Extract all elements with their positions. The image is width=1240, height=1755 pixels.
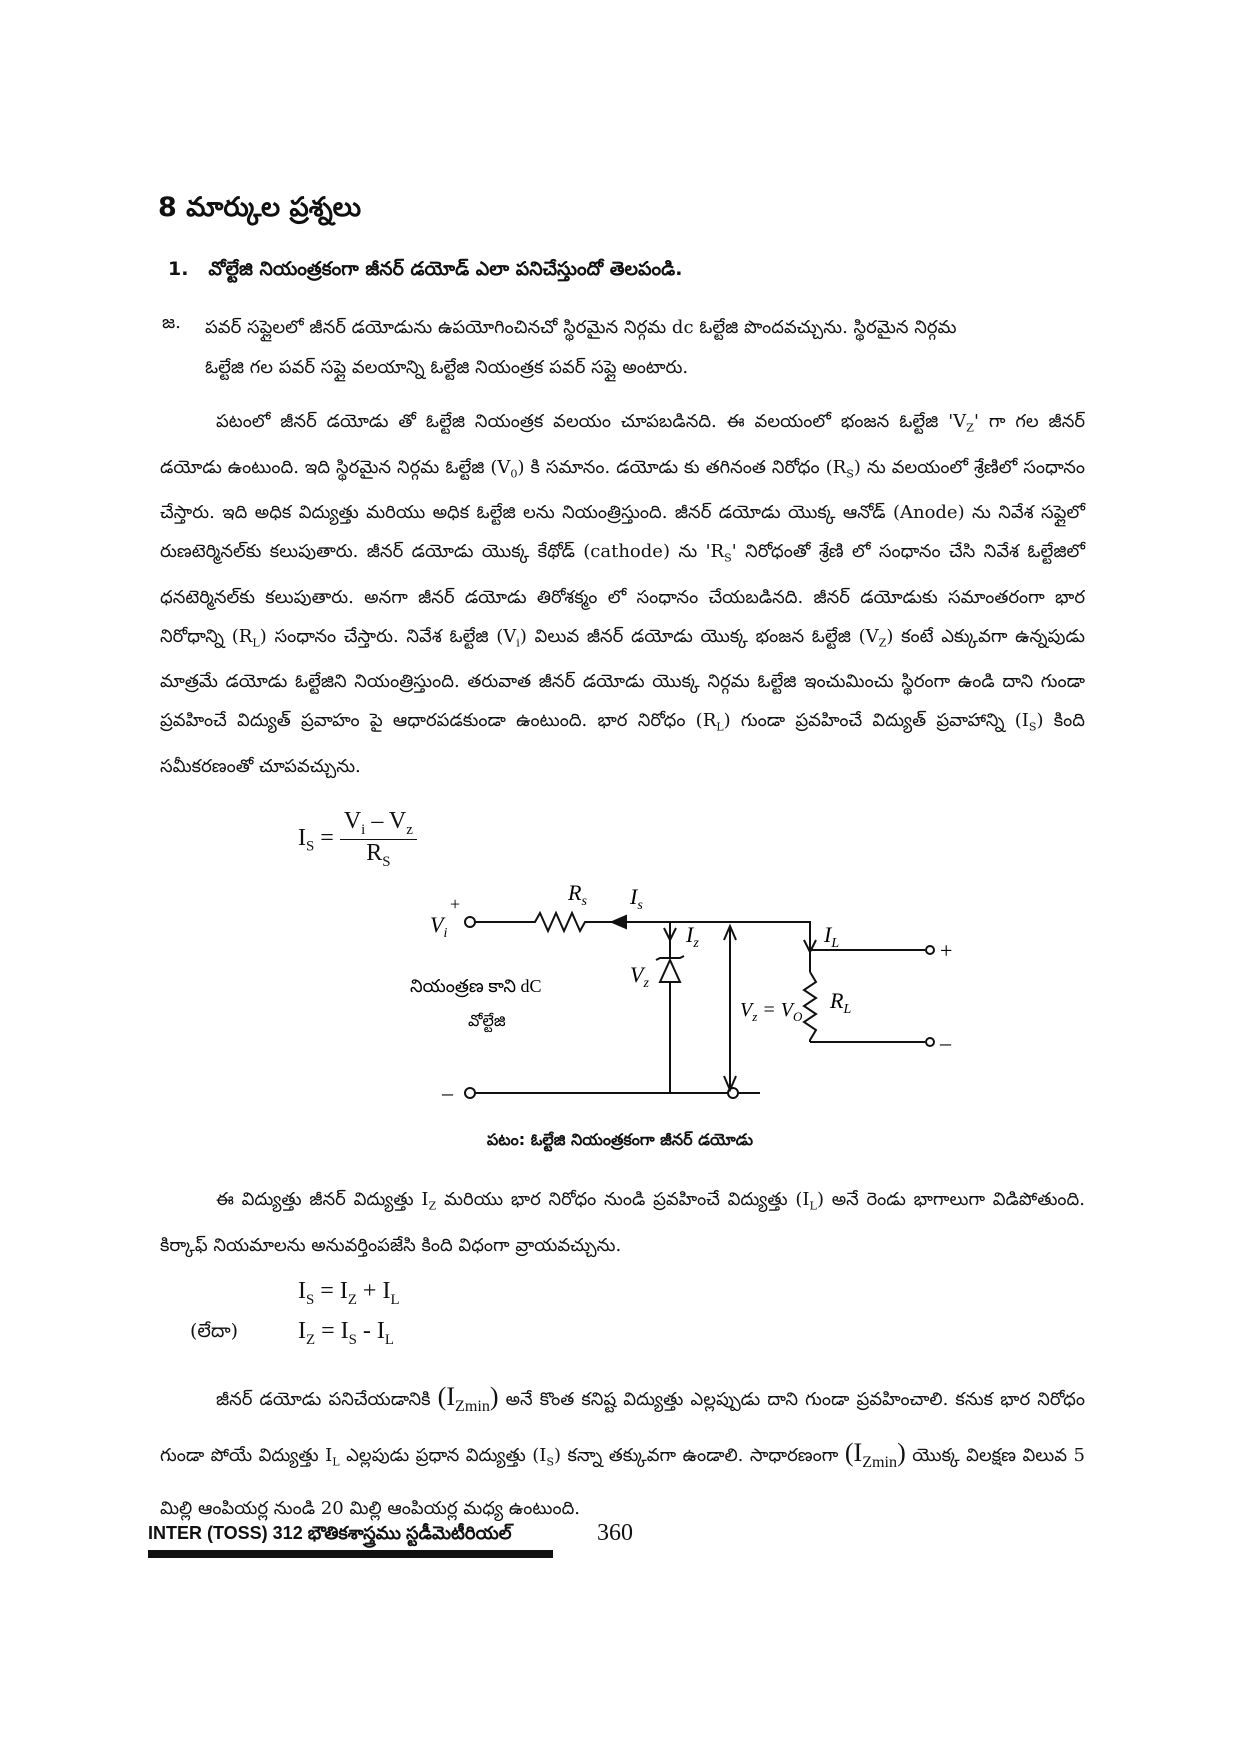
input-minus-terminal <box>465 1088 475 1098</box>
para3-sub: L <box>332 1455 340 1469</box>
section-heading: 8 మార్కుల ప్రశ్నలు <box>158 192 362 223</box>
question-text: వోల్టేజి నియంత్రకంగా జీనర్ డయోడ్ ఎలా పనిచేస్తుందో తెలపండి. <box>208 258 683 280</box>
question <box>168 258 682 285</box>
para1-sub: Z <box>966 421 974 435</box>
formula-lhs: I <box>298 824 306 851</box>
f2-b-sub: Z <box>347 1291 357 1308</box>
page-number: 360 <box>597 1520 633 1546</box>
rl-label: $R_L$ <box>830 988 852 1017</box>
para2-sub: Z <box>428 1199 437 1213</box>
f2-c-sub: L <box>390 1291 400 1308</box>
para1-text: ) సంధానం చేస్తారు. నివేశ ఓల్టేజి (V <box>259 625 517 647</box>
vi-label: $V_i$ <box>430 912 448 941</box>
paragraph-2 <box>160 1180 1085 1265</box>
paragraph-3 <box>160 1374 1085 1532</box>
izmin-symbol: $(I_{Zmin})$ <box>844 1438 906 1472</box>
zener-triangle <box>660 960 680 982</box>
paragraph-1 <box>160 402 1085 786</box>
formula-is-sum <box>298 1278 400 1309</box>
den-sub: S <box>382 853 391 870</box>
question-number: 1. <box>168 258 189 280</box>
para2-sub: L <box>809 1199 817 1213</box>
den: R <box>366 839 383 866</box>
para1-text: ) కింది సమీకరణంతో చూపవచ్చును. <box>160 710 1085 777</box>
fraction-numerator <box>340 808 417 840</box>
output-minus-terminal <box>926 1038 934 1046</box>
para3-text: యొక్క విలక్షణ విలువ 5 మిల్లి ఆంపియర్ల నుండి 20 మిల్లి ఆంపియర్ల మధ్య ఉంటుంది. <box>160 1445 1085 1520</box>
figure-caption: పటం: ఓల్టేజి నియంత్రకంగా జీనర్ డయోడు <box>486 1130 754 1149</box>
f3-c-sub: L <box>384 1331 394 1348</box>
input-plus-sign: + <box>450 894 461 914</box>
para1-sub: S <box>846 467 854 481</box>
para1-text: పటంలో జీనర్ డయోడు తో ఓల్టేజి నియంత్రక వలయం చూపబడినది. ఈ వలయంలో భంజన ఓల్టేజి 'V <box>216 411 967 432</box>
input-minus-sign: – <box>442 1080 453 1105</box>
zener-regulator-circuit <box>380 870 980 1110</box>
f3-eq: = I <box>315 1318 349 1344</box>
load-resistor-rl <box>804 972 816 1042</box>
para1-sub: L <box>252 636 260 650</box>
output-plus-sign: + <box>940 938 953 963</box>
para1-text: ) గుండా ప్రవహించే విద్యుత్ ప్రవాహాన్ని (I <box>723 710 1029 732</box>
input-plus-terminal <box>465 917 475 927</box>
iz-label: $I_z$ <box>686 922 699 951</box>
num-b-sub: z <box>406 821 413 838</box>
unregulated-label-1: నియంత్రణ కాని dC <box>410 976 542 996</box>
f3-minus: - I <box>356 1318 385 1344</box>
output-top-wire <box>810 950 925 972</box>
fraction <box>340 808 417 871</box>
rs-label: $R_s$ <box>568 880 587 909</box>
footer-title: INTER (TOSS) 312 భౌతికశాస్త్రము స్టడీమెటీరియల్ <box>148 1523 512 1543</box>
para1-text: ) కి సమానం. డయోడు కు తగినంత నిరోధం (R <box>517 456 847 478</box>
para1-text: ) ను వలయంలో శ్రేణిలో సంధానం చేస్తారు. ఇది అధిక విద్యుత్తు మరియు అధిక ఓల్టేజి లను నియంత్రిస్తుంది. జీనర్ డయోడు యొక్క ఆనోడ్ (Anode) ను నివేశ సప్లైలో రుణటెర్మినల్‌కు కలుపుతారు. జీనర్ డయోడు యొక్క కేథోడ్ (cathode) ను 'R <box>160 456 1085 563</box>
para2-text: ఈ విద్యుత్తు జీనర్ విద్యుత్తు I <box>216 1189 429 1210</box>
f3-b-sub: S <box>348 1331 357 1348</box>
output-minus-sign: – <box>940 1030 951 1055</box>
para1-sub: 0 <box>510 467 518 481</box>
para1-text: ' నిరోధంతో శ్రేణి లో సంధానం చేసి నివేశ ఓల్టేజిలో ధనటెర్మినల్‌కు కలుపుతారు. అనగా జీనర్ డయోడు తిరోశక్మం లో సంధానం చేయబడినది. జీనర్ డయోడుకు సమాంతరంగా భార నిరోధాన్ని (R <box>160 541 1086 647</box>
answer-line-1: పవర్ సప్లైలలో జీనర్ డయోడును ఉపయోగించినచో స్థిరమైన నిర్గమ dc ఓల్టేజి పొందవచ్చును. స్థిరమైన నిర్గమ <box>205 317 957 338</box>
para1-sub: S <box>1028 720 1037 734</box>
f2-plus: + I <box>356 1278 391 1304</box>
para1-text: ) కంటే ఎక్కువగా ఉన్నపుడు మాత్రమే డయోడు ఓల్టేజిని నియంత్రిస్తుంది. తరువాత జీనర్ డయోడు యొక్క నిర్గమ ఓల్టేజి ఇంచుమించు స్థిరంగా ఉండి దాని గుండా ప్రవహించే విద్యుత్ ప్రవాహం పై ఆధారపడకుండా ఉంటుంది. భార నిరోధం (R <box>160 625 1086 732</box>
formula-is <box>298 808 417 871</box>
answer-text <box>205 308 1085 388</box>
output-plus-terminal <box>926 946 934 954</box>
answer-marker: జ. <box>162 312 181 333</box>
f2-a-sub: S <box>306 1291 315 1308</box>
formula-lhs-sub: S <box>306 838 315 855</box>
para3-text: జీనర్ డయోడు పనిచేయడానికి <box>216 1389 438 1410</box>
izmin-symbol: $(I_{Zmin})$ <box>437 1382 499 1416</box>
para3-sub: S <box>546 1455 555 1469</box>
num-op: – <box>365 808 389 834</box>
f2-eq: = I <box>314 1278 348 1304</box>
para3-text: ఎల్లపుడు ప్రధాన విద్యుత్తు (I <box>339 1445 547 1467</box>
para1-sub: Z <box>878 636 887 650</box>
izmin-sub: Zmin <box>454 1398 490 1416</box>
equals-sign: = <box>320 824 334 851</box>
izmin-sub: Zmin <box>862 1454 898 1472</box>
num-a: V <box>343 808 362 834</box>
para1-sub: L <box>716 720 724 734</box>
para3-text: అనే కొంత కనిష్ట విద్యుత్తు ఎల్లప్పుడు దాని గుండా ప్రవహించాలి. కనుక భార నిరోధం గుండా పోయే విద్యుత్తు I <box>160 1389 1085 1467</box>
or-label: (లేదా) <box>190 1320 239 1342</box>
izmin-i: I <box>446 1382 455 1411</box>
num-b: V <box>388 808 407 834</box>
para2-text: మరియు భార నిరోధం నుండి ప్రవహించే విద్యుత్తు (I <box>436 1189 810 1210</box>
is-arrow <box>612 916 626 928</box>
para1-text: ' గా గల జీనర్ డయోడు ఉంటుంది. ఇది స్థిరమైన నిర్గమ ఓల్టేజి (V <box>160 411 1085 478</box>
num-a-sub: i <box>361 821 366 838</box>
unregulated-label-2: వోల్టేజి <box>468 1013 506 1030</box>
para1-sub: i <box>516 636 520 650</box>
para3-text: ) కన్నా తక్కువగా ఉండాలి. సాధారణంగా <box>554 1445 845 1467</box>
f3-a-sub: Z <box>306 1331 316 1348</box>
para1-text: ) విలువ జీనర్ డయోడు యొక్క భంజన ఓల్టేజి (V <box>519 625 879 647</box>
f2-a: I <box>298 1278 306 1304</box>
answer-line-2: ఓల్టేజి గల పవర్ సప్లై వలయాన్ని ఓల్టేజి నియంత్రక పవర్ సప్లై అంటారు. <box>205 357 689 378</box>
vz-equals-vo-label: $V_z = V_O$ <box>740 999 803 1024</box>
formula-iz-diff <box>298 1318 394 1349</box>
f3-a: I <box>298 1318 306 1344</box>
vz-label: $V_z$ <box>630 962 649 991</box>
is-label: $I_s$ <box>630 884 643 913</box>
fraction-denominator <box>340 840 417 871</box>
para1-sub: S <box>724 551 732 565</box>
izmin-i: I <box>853 1438 863 1468</box>
para2-text: ) అనే రెండు భాగాలుగా విడిపోతుంది. కిర్కాఫ్ నియమాలను అనువర్తింపజేసి కింది విధంగా వ్రాయవచ్చును. <box>160 1189 1085 1256</box>
il-label: $I_L$ <box>824 922 840 951</box>
footer-rule <box>148 1550 553 1558</box>
